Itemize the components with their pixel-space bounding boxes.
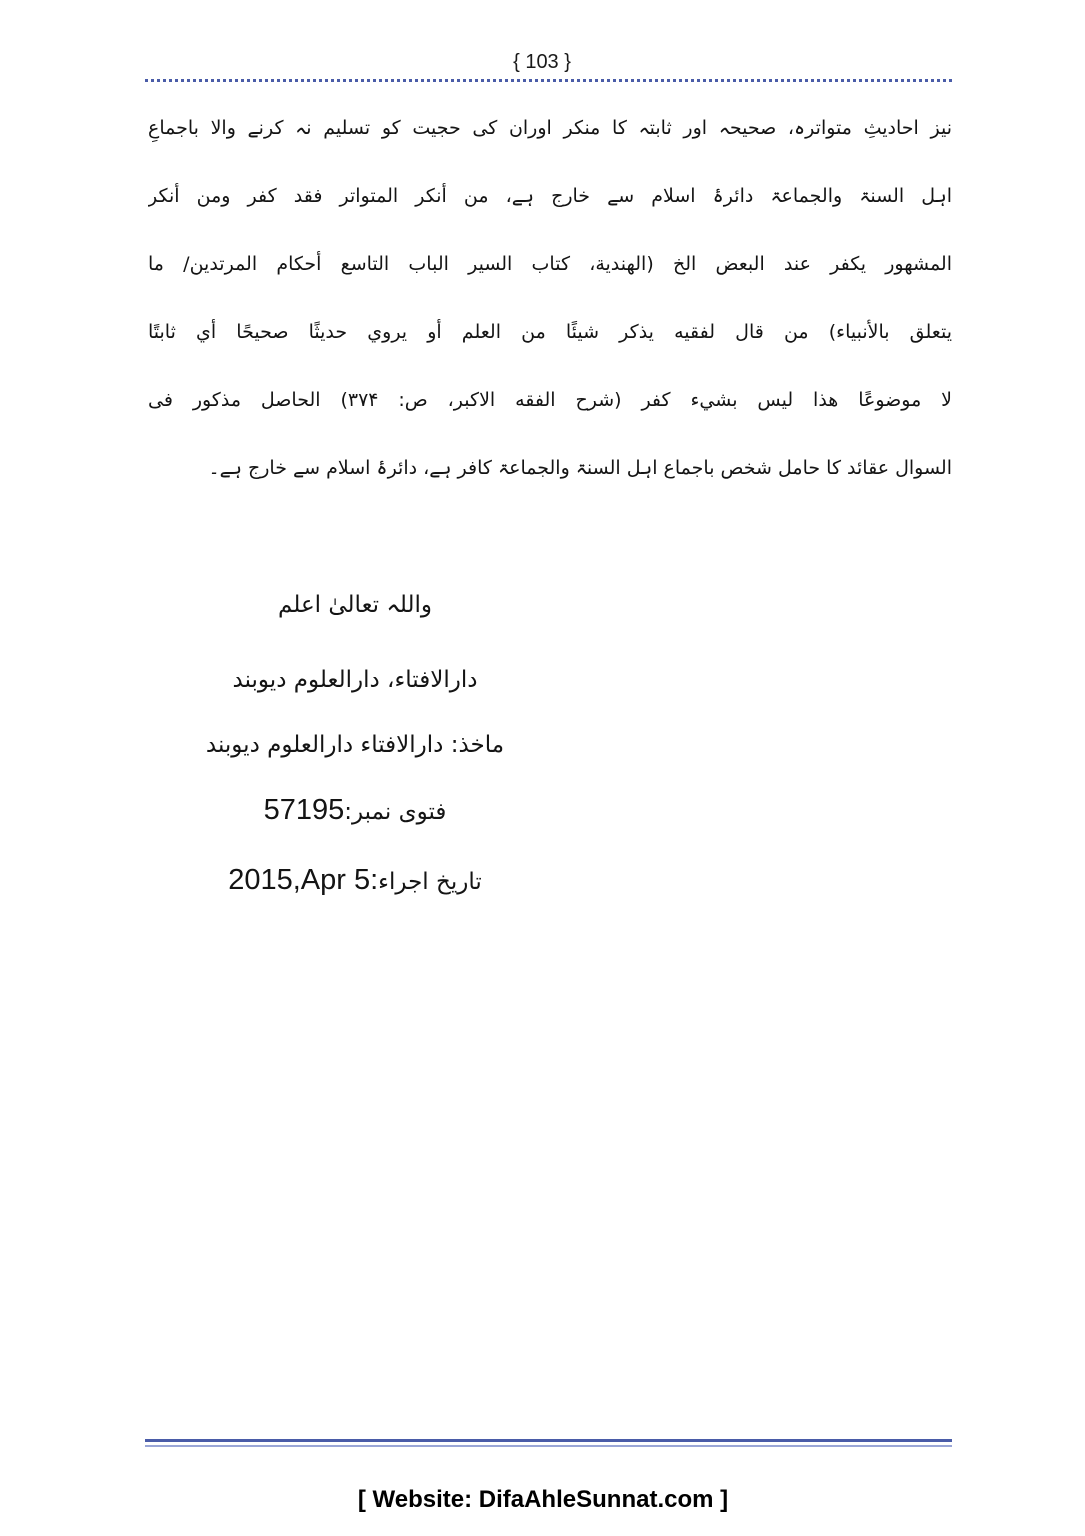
body-line: نیز احادیثِ متواترہ، صحیحہ اور ثابتہ کا منکر اوران کی حجیت کو تسلیم نہ کرنے والا باجماعِ (148, 117, 952, 139)
body-line: يتعلق بالأنبياء) من قال لفقيه يذكر شيئًا من العلم أو يروي حديثًا صحيحًا أي ثابتًا (148, 321, 952, 343)
header-dotted-rule (145, 79, 952, 82)
fatwa-number-value: 57195 (263, 794, 345, 826)
issue-date-label: تاریخ اجراء (378, 869, 482, 895)
issue-date-value: 2015,Apr 5: (228, 864, 379, 896)
fatwa-number-label: فتوی نمبر: (344, 799, 447, 825)
body-line: المشهور يكفر عند البعض الخ (الهندية، كتاب السير الباب التاسع أحكام المرتدين/ ما (148, 253, 952, 275)
closing-phrase: واللہ تعالیٰ اعلم (278, 592, 432, 618)
fatwa-body (148, 94, 952, 502)
footer-rule (145, 1439, 952, 1442)
issue-date-line (150, 860, 560, 900)
body-line: لا موضوعًا هذا ليس بشيء كفر (شرح الفقه الاكبر، ص: ۳۷۴) الحاصل مذکور فی (148, 389, 952, 411)
footer-rule-light (145, 1445, 952, 1447)
body-line: اہل السنۃ والجماعۃ دائرۂ اسلام سے خارج ہے، من أنكر المتواتر فقد كفر ومن أنكر (148, 185, 952, 207)
website-footer: [ Website: DifaAhleSunnat.com ] (357, 1486, 729, 1513)
fatwa-number-line (150, 790, 560, 830)
body-line: السوال عقائد کا حامل شخص باجماع اہل السنۃ والجماعۃ کافر ہے، دائرۂ اسلام سے خارج ہے۔ (208, 457, 952, 479)
source-line: ماخذ: دارالافتاء دارالعلوم دیوبند (205, 732, 505, 758)
page-number: { 103 } (513, 51, 571, 73)
issuing-institution: دارالافتاء، دارالعلوم دیوبند (232, 667, 478, 693)
